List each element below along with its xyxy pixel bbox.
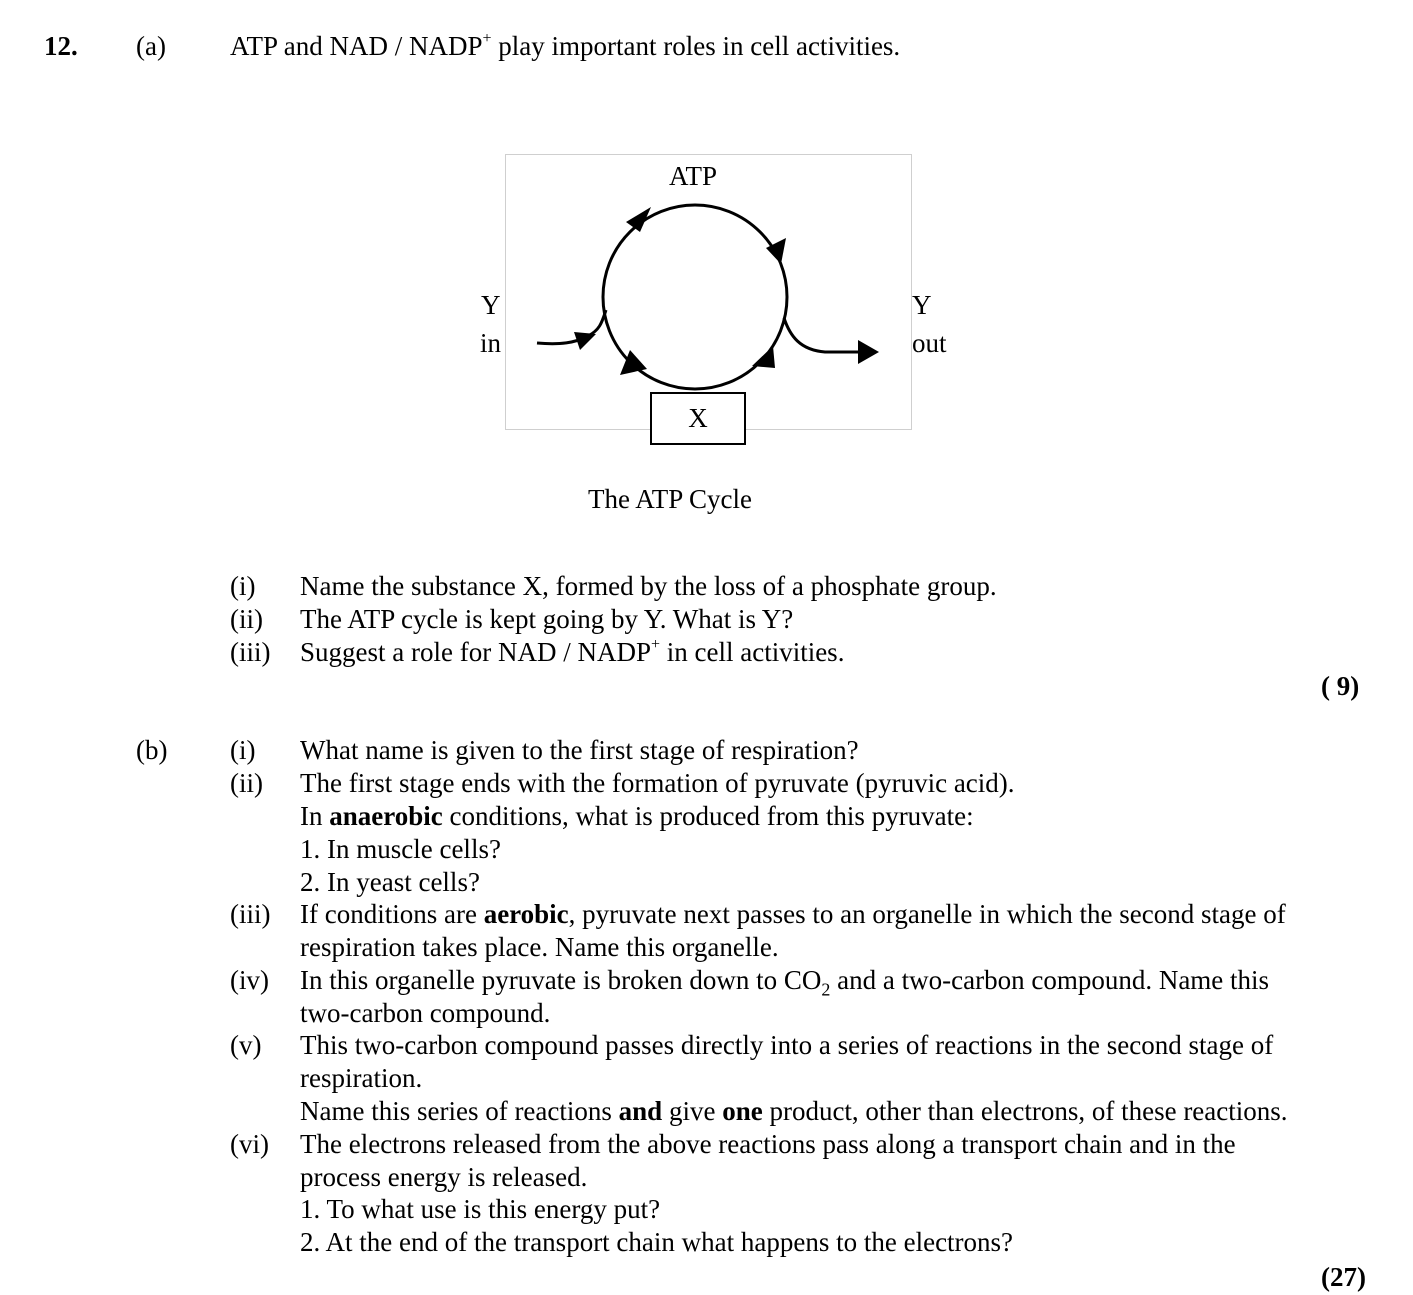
question-number: 12.: [44, 31, 78, 61]
item-superscript: +: [650, 636, 660, 653]
part-b-iv-label: (iv): [230, 965, 269, 995]
diagram-x-box: X: [650, 392, 746, 445]
text: give: [662, 1096, 723, 1126]
diagram-atp-label: ATP: [669, 161, 718, 191]
part-b-ii-sub2: 2. In yeast cells?: [300, 867, 480, 897]
part-b-i-label: (i): [230, 735, 256, 765]
part-b-vi-sub1: 1. To what use is this energy put?: [300, 1194, 661, 1224]
part-a-item-text: Name the substance X, formed by the loss of a phosphate group.: [300, 571, 997, 601]
text: If conditions are: [300, 899, 484, 929]
intro-superscript: +: [482, 30, 492, 47]
text: In: [300, 801, 330, 831]
text: Name this series of reactions: [300, 1096, 619, 1126]
y-in-arrowhead: [574, 332, 596, 350]
item-text-before: Suggest a role for NAD / NADP: [300, 637, 651, 667]
y-out-arrow-line: [784, 318, 862, 352]
part-b-v-line3: [300, 1095, 1288, 1128]
text: , pyruvate next passes to an organelle in which the second stage of: [568, 899, 1286, 929]
part-b-vi-line1: The electrons released from the above reactions pass along a transport chain and in the: [300, 1129, 1236, 1159]
part-b-label: (b): [136, 735, 168, 765]
part-a-item-text: [300, 636, 844, 669]
part-a-marks: ( 9): [1321, 671, 1360, 701]
diagram-caption: The ATP Cycle: [588, 484, 752, 514]
intro-text-after: play important roles in cell activities.: [491, 31, 901, 61]
y-out-arrowhead: [858, 340, 879, 364]
part-a-item-text: The ATP cycle is kept going by Y. What is Y?: [300, 604, 794, 634]
diagram-y-in-label: Y: [481, 290, 501, 320]
part-b-iii-line1: [300, 898, 1286, 931]
emphasis-and: and: [618, 1096, 663, 1126]
part-b-v-line2: respiration.: [300, 1063, 423, 1093]
part-b-vi-sub2: 2. At the end of the transport chain what happens to the electrons?: [300, 1227, 1014, 1257]
part-b-ii-line1: The first stage ends with the formation of pyruvate (pyruvic acid).: [300, 768, 1015, 798]
part-b-iv-line2: two-carbon compound.: [300, 998, 551, 1028]
text: and a two-carbon compound. Name this: [830, 965, 1270, 995]
intro-text-before: ATP and NAD / NADP: [230, 31, 483, 61]
part-a-item-label: (ii): [230, 604, 263, 634]
emphasis-one: one: [722, 1096, 763, 1126]
part-b-i-text: What name is given to the first stage of respiration?: [300, 735, 859, 765]
part-a-label: (a): [136, 31, 166, 61]
subscript: 2: [821, 979, 831, 1000]
text: In this organelle pyruvate is broken down to CO: [300, 965, 822, 995]
emphasis-aerobic: aerobic: [483, 899, 569, 929]
cycle-arrowhead-bottom-right: [752, 346, 775, 368]
diagram-y-out-label: Y: [912, 290, 932, 320]
part-b-vi-label: (vi): [230, 1129, 269, 1159]
diagram-out-label: out: [912, 328, 947, 358]
part-b-marks: (27): [1321, 1262, 1366, 1292]
text: product, other than electrons, of these reactions.: [762, 1096, 1288, 1126]
part-a-item-label: (i): [230, 571, 256, 601]
part-b-iii-line2: respiration takes place. Name this organelle.: [300, 932, 779, 962]
emphasis-anaerobic: anaerobic: [329, 801, 443, 831]
atp-cycle-diagram: [0, 0, 1413, 460]
part-b-iv-line1: [300, 964, 1270, 1000]
y-in-arrow-line: [537, 310, 606, 344]
part-a-item-label: (iii): [230, 637, 271, 667]
part-b-ii-sub1: 1. In muscle cells?: [300, 834, 501, 864]
part-b-vi-line2: process energy is released.: [300, 1162, 588, 1192]
part-b-ii-line2: [300, 800, 974, 833]
part-b-v-label: (v): [230, 1030, 262, 1060]
part-b-v-line1: This two-carbon compound passes directly into a series of reactions in the second stage of: [300, 1030, 1274, 1060]
part-b-iii-label: (iii): [230, 899, 271, 929]
part-b-ii-label: (ii): [230, 768, 263, 798]
diagram-in-label: in: [480, 328, 502, 358]
text: conditions, what is produced from this pyruvate:: [442, 801, 974, 831]
item-text-after: in cell activities.: [660, 637, 845, 667]
